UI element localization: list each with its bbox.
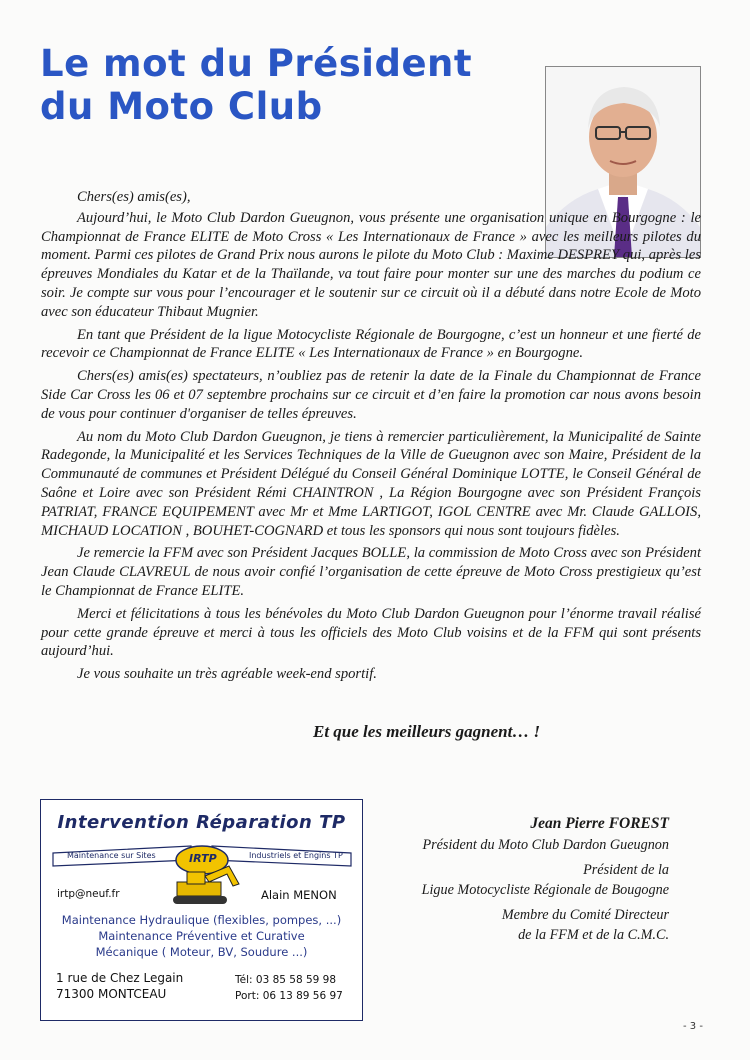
ad-left-banner: Maintenance sur Sites — [67, 851, 156, 860]
letter-paragraph — [41, 209, 701, 322]
sponsor-advertisement — [40, 799, 363, 1021]
signatory-role-3-line-1: Membre du Comité Directeur — [501, 907, 669, 923]
title-line-2: du Moto Club — [40, 85, 323, 128]
signatory-role-2-line-1: Président de la — [583, 862, 669, 878]
ad-service-item: Maintenance Hydraulique (flexibles, pompes, ...) — [61, 913, 342, 927]
signature-block — [349, 814, 669, 951]
ad-service-item: Mécanique ( Moteur, BV, Soudure ...) — [95, 945, 308, 959]
ad-address — [56, 970, 183, 1002]
ad-services — [41, 912, 362, 960]
signatory-name: Jean Pierre FOREST — [530, 815, 669, 832]
president-letter — [41, 188, 701, 688]
ad-tel: Tél: 03 85 58 59 98 — [235, 974, 337, 986]
letter-paragraph: Chers(es) amis(es) spectateurs, n’oubliez pas de retenir la date de la Finale du Championnat de France Side Car Cross les 06 et 07 septembre prochains sur ce circuit et d’en faire la promotion car nous avons besoin de vous pour continuer d'organiser de telles épreuves. — [41, 368, 701, 422]
letter-paragraph-1-text: Aujourd’hui, le Moto Club Dardon Gueugnon, vous présente une organisation unique en Bourgogne : le Championnat de France ELITE de Moto Cross « Les Internationaux de France » avec les meilleurs pilotes du moment. Parmi ces pilotes de Grand Prix nous aurons le pilote du Moto Club : Maxime DESPREY qui, après les épreuves Mondiales du Katar et de la Thaïlande, va tout faire pour monter sur une des marches du podium ce soir. Je compte sur vous pour l’encourager et le soutenir sur ce circuit où il a débuté dans notre Ecole de Moto avec son éducateur Thibaut Mugnier. — [41, 209, 701, 320]
ad-address-line-2: 71300 MONTCEAU — [56, 987, 167, 1001]
page-number: - 3 - — [683, 1021, 703, 1032]
ad-contact-name: Alain MENON — [261, 888, 337, 902]
signatory-role-2 — [349, 861, 669, 900]
ad-brand-name: Intervention Réparation TP — [57, 812, 346, 833]
letter-closing: Et que les meilleurs gagnent… ! — [313, 722, 541, 741]
letter-paragraph: Je remercie la FFM avec son Président Jacques BOLLE, la commission de Moto Cross avec son Président Jean Claude CLAVREUL de nous avoir confié l’organisation de cette épreuve de Moto Cross prestigieux qu’est le Championnat de France ELITE. — [41, 545, 701, 599]
excavator-logo-icon — [157, 840, 247, 910]
ad-port: Port: 06 13 89 56 97 — [235, 990, 343, 1002]
signatory-role-3 — [349, 906, 669, 945]
ad-logo-text: IRTP — [189, 852, 217, 865]
page-title — [40, 42, 472, 128]
signatory-role-2-line-2: Ligue Motocycliste Régionale de Bougogne — [421, 881, 669, 898]
signatory-role-3-line-2: de la FFM et de la C.M.C. — [518, 926, 669, 943]
letter-paragraph: Je vous souhaite un très agréable week-end sportif. — [77, 666, 377, 683]
signatory-role-1: Président du Moto Club Dardon Gueugnon — [422, 836, 669, 853]
ad-phones — [235, 972, 343, 1004]
letter-paragraph: Au nom du Moto Club Dardon Gueugnon, je tiens à remercier particulièrement, la Municipalité de Sainte Radegonde, la Municipalité et les Services Techniques de la Ville de Gueugnon avec son Maire, Président de la Communauté de communes et Président Délégué du Conseil Général Dominique LOTTE, le Conseil Général de Saône et Loire avec son Président Rémi CHAINTRON , La Région Bourgogne avec son Président François PATRIAT, FRANCE EQUIPEMENT avec Mr et Mme LARTIGOT, IGOL CENTRE avec Mr. Claude GALLOIS, MICHAUD LOCATION , BOUHET-COGNARD et tous les sponsors qui nous sont toujours fidèles. — [41, 428, 701, 539]
ad-address-line-1: 1 rue de Chez Legain — [56, 971, 184, 985]
letter-salutation: Chers(es) amis(es), — [77, 189, 191, 205]
title-line-1: Le mot du Président — [40, 42, 473, 85]
letter-paragraph: En tant que Président de la ligue Motocycliste Régionale de Bourgogne, c’est un honneur et une fierté de recevoir ce Championnat de France ELITE « Les Internationaux de France » en Bourgogne. — [41, 326, 701, 362]
ad-service-item: Maintenance Préventive et Curative — [98, 929, 305, 943]
ad-email: irtp@neuf.fr — [57, 888, 120, 900]
letter-paragraph: Merci et félicitations à tous les bénévoles du Moto Club Dardon Gueugnon pour l’énorme travail réalisé pour cette grande épreuve et merci à tous les officiels des Moto Club voisins et de la FFM qui sont présents aujourd’hui. — [41, 605, 701, 660]
ad-right-banner: Industriels et Engins TP — [249, 851, 343, 860]
